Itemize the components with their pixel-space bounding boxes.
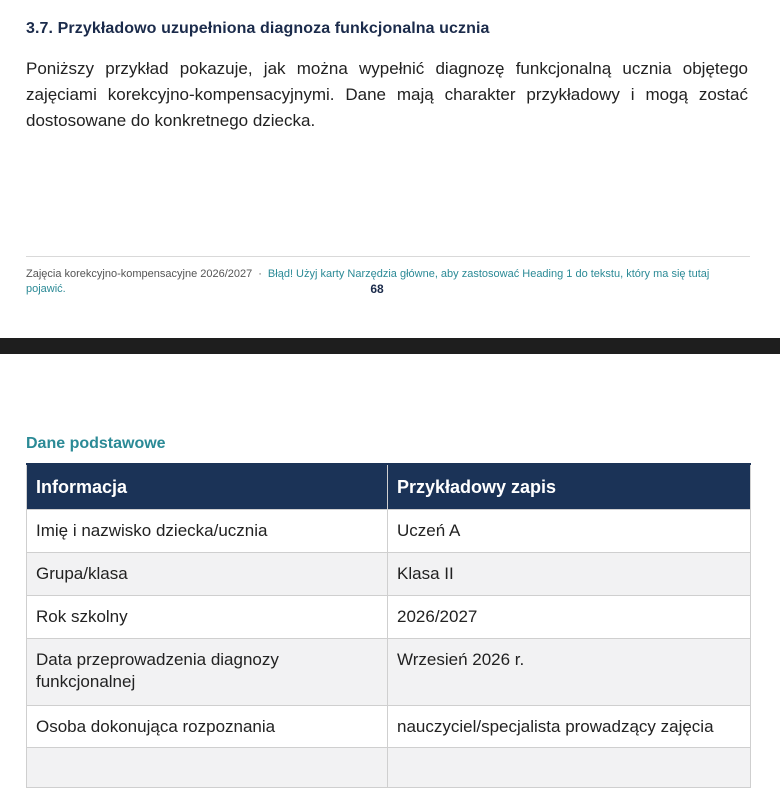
- table-row: [27, 639, 751, 706]
- table-cell: Imię i nazwisko dziecka/ucznia: [27, 510, 388, 553]
- table-cell: Osoba dokonująca rozpoznania: [27, 706, 388, 748]
- footer-course-title: Zajęcia korekcyjno-kompensacyjne 2026/2027: [26, 268, 253, 280]
- table-row: [27, 510, 751, 553]
- table-row: [27, 748, 751, 788]
- table-cell: Data przeprowadzenia diagnozy funkcjonalnej: [27, 639, 388, 706]
- table-cell: Uczeń A: [388, 510, 751, 553]
- table-cell: [388, 748, 751, 788]
- table-header-row: [27, 464, 751, 510]
- table-cell: 2026/2027: [388, 596, 751, 639]
- table-row: [27, 706, 751, 748]
- subsection-heading: Dane podstawowe: [26, 435, 166, 452]
- table-row: [27, 596, 751, 639]
- document-page-top: [0, 0, 780, 338]
- table-cell: Klasa II: [388, 553, 751, 596]
- section-heading: 3.7. Przykładowo uzupełniona diagnoza funkcjonalna ucznia: [26, 20, 490, 37]
- footer-divider: [26, 256, 750, 257]
- table-header-cell: Przykładowy zapis: [388, 464, 751, 510]
- table-row: [27, 553, 751, 596]
- intro-paragraph: Poniższy przykład pokazuje, jak można wypełnić diagnozę funkcjonalną ucznia objętego zajęciami korekcyjno-kompensacyjnymi. Dane mają charakter przykładowy i mogą zostać dostosowane do konkretnego dziecka.: [26, 59, 748, 130]
- table-cell: Grupa/klasa: [27, 553, 388, 596]
- table-cell: nauczyciel/specjalista prowadzący zajęcia: [388, 706, 751, 748]
- page-break-gap: [0, 338, 780, 354]
- table-header-cell: Informacja: [27, 464, 388, 510]
- page-number: 68: [370, 282, 384, 296]
- table-cell: [27, 748, 388, 788]
- table-cell: Rok szkolny: [27, 596, 388, 639]
- footer-separator: ·: [258, 268, 262, 280]
- basic-data-table: [26, 463, 751, 788]
- footer-field-error: Błąd! Użyj karty Narzędzia główne, aby zastosować Heading 1 do tekstu, który ma się tutaj pojawić.: [26, 268, 710, 295]
- table-cell: Wrzesień 2026 r.: [388, 639, 751, 706]
